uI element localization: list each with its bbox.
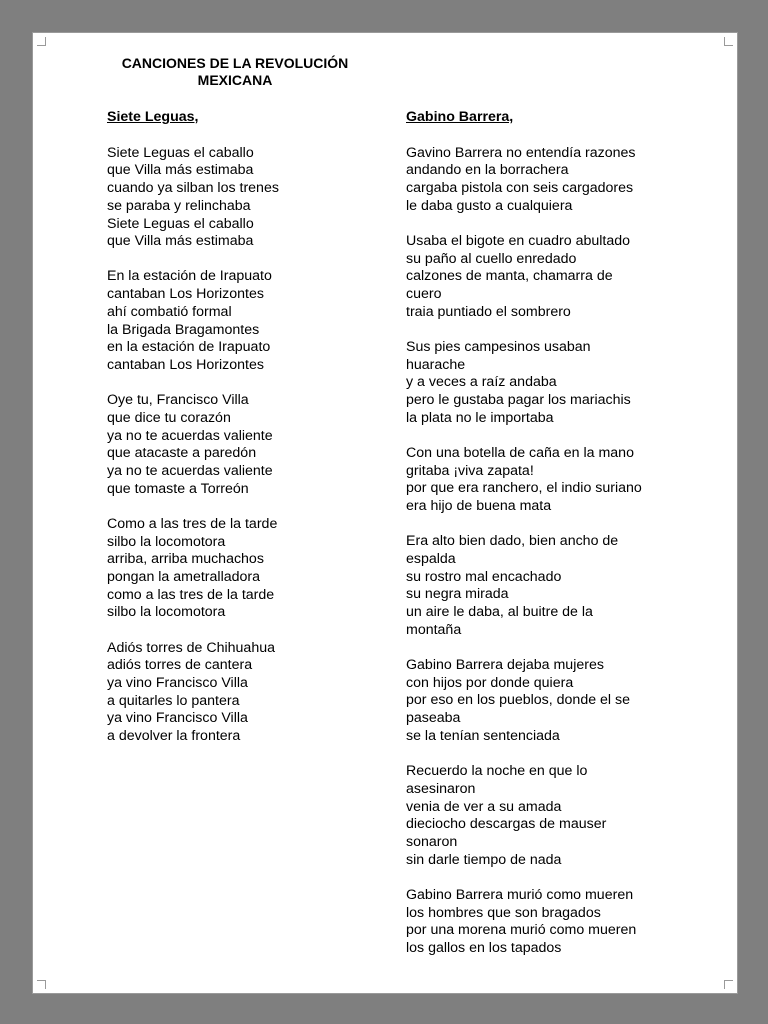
lyric-line: ahí combatió formal xyxy=(107,303,232,320)
lyric-line: un aire le daba, al buitre de la xyxy=(406,604,593,621)
document-title-line: CANCIONES DE LA REVOLUCIÓN xyxy=(121,55,349,71)
lyric-line: con hijos por donde quiera xyxy=(406,674,574,691)
lyric-line: Con una botella de caña en la mano xyxy=(406,445,634,462)
lyric-line: gritaba ¡viva zapata! xyxy=(406,462,534,479)
lyric-line: silbo la locomotora xyxy=(107,604,226,621)
lyric-line: asesinaron xyxy=(406,780,476,797)
stanza xyxy=(107,516,387,622)
lyric-line: a quitarles lo pantera xyxy=(107,692,240,709)
lyric-line: la Brigada Bragamontes xyxy=(107,321,260,338)
lyric-line: cargaba pistola con seis cargadores xyxy=(406,180,634,197)
lyric-line: Era alto bien dado, bien ancho de xyxy=(406,533,619,550)
lyric-line: huarache xyxy=(406,356,466,373)
lyric-line: adiós torres de cantera xyxy=(107,657,253,674)
lyric-line: por eso en los pueblos, donde el se xyxy=(406,692,631,709)
lyric-line: Siete Leguas el caballo xyxy=(107,144,254,161)
page-corner-mark xyxy=(37,980,46,989)
lyric-line: En la estación de Irapuato xyxy=(107,268,272,285)
lyric-line: calzones de manta, chamarra de xyxy=(406,268,613,285)
stanza xyxy=(406,657,681,746)
lyric-line: cantaban Los Horizontes xyxy=(107,286,264,303)
stanza xyxy=(406,533,681,639)
lyric-line: su paño al cuello enredado xyxy=(406,250,577,267)
lyric-line: le daba gusto a cualquiera xyxy=(406,197,573,214)
lyric-line: su rostro mal encachado xyxy=(406,568,562,585)
document-title xyxy=(107,55,363,89)
stanza xyxy=(107,392,387,498)
lyric-line: los gallos en los tapados xyxy=(406,939,562,956)
lyric-line: cuero xyxy=(406,286,442,303)
stanza xyxy=(406,887,681,958)
page-corner-mark xyxy=(724,980,733,989)
lyric-line: la plata no le importaba xyxy=(406,409,554,426)
lyric-line: que Villa más estimaba xyxy=(107,233,254,250)
lyric-line: andando en la borrachera xyxy=(406,162,569,179)
lyric-line: ya no te acuerdas valiente xyxy=(107,462,273,479)
lyric-line: montaña xyxy=(406,621,462,638)
lyric-line: se la tenían sentenciada xyxy=(406,727,560,744)
lyric-line: como a las tres de la tarde xyxy=(107,586,275,603)
lyric-line: sonaron xyxy=(406,833,458,850)
lyric-line: que dice tu corazón xyxy=(107,409,231,426)
page-corner-mark xyxy=(37,37,46,46)
lyric-line: se paraba y relinchaba xyxy=(107,197,251,214)
lyric-line: ya vino Francisco Villa xyxy=(107,674,248,691)
lyric-line: arriba, arriba muchachos xyxy=(107,551,264,568)
lyric-line: silbo la locomotora xyxy=(107,533,226,550)
lyric-line: su negra mirada xyxy=(406,586,509,603)
document-title-line: MEXICANA xyxy=(197,72,273,88)
stanza xyxy=(107,268,387,374)
lyric-line: pero le gustaba pagar los mariachis xyxy=(406,392,631,409)
lyric-line: Sus pies campesinos usaban xyxy=(406,339,591,356)
lyric-line: dieciocho descargas de mauser xyxy=(406,816,607,833)
stanza xyxy=(406,145,681,216)
lyric-line: espalda xyxy=(406,551,456,568)
lyric-line: Recuerdo la noche en que lo xyxy=(406,763,588,780)
lyric-line: por que era ranchero, el indio suriano xyxy=(406,480,642,497)
lyric-line: que Villa más estimaba xyxy=(107,162,254,179)
stanza xyxy=(107,640,387,746)
lyric-line: que atacaste a paredón xyxy=(107,445,257,462)
stanza xyxy=(406,763,681,869)
lyric-line: Gabino Barrera dejaba mujeres xyxy=(406,657,604,674)
lyric-line: pongan la ametralladora xyxy=(107,568,261,585)
lyric-line: los hombres que son bragados xyxy=(406,904,601,921)
lyric-line: y a veces a raíz andaba xyxy=(406,374,557,391)
lyric-line: a devolver la frontera xyxy=(107,728,241,745)
lyric-line: que tomaste a Torreón xyxy=(107,480,249,497)
lyric-line: por una morena murió como mueren xyxy=(406,922,637,939)
stanza xyxy=(406,233,681,322)
lyric-line: era hijo de buena mata xyxy=(406,498,552,515)
lyric-line: Adiós torres de Chihuahua xyxy=(107,639,275,656)
lyric-line: Siete Leguas el caballo xyxy=(107,215,254,232)
lyric-line: traia puntiado el sombrero xyxy=(406,303,571,320)
stanza xyxy=(406,445,681,516)
stanza xyxy=(107,145,387,251)
lyric-line: Usaba el bigote en cuadro abultado xyxy=(406,233,631,250)
page-corner-mark xyxy=(724,37,733,46)
song-column-left xyxy=(107,109,387,763)
lyric-line: Gavino Barrera no entendía razones xyxy=(406,144,636,161)
lyric-line: Oye tu, Francisco Villa xyxy=(107,392,249,409)
lyric-line: cantaban Los Horizontes xyxy=(107,356,264,373)
lyric-line: Como a las tres de la tarde xyxy=(107,515,278,532)
lyric-line: paseaba xyxy=(406,710,461,727)
lyric-line: ya vino Francisco Villa xyxy=(107,710,248,727)
lyric-line: venia de ver a su amada xyxy=(406,798,562,815)
lyric-line: Gabino Barrera murió como mueren xyxy=(406,886,634,903)
song-title: Gabino Barrera, xyxy=(406,109,514,125)
lyric-line: ya no te acuerdas valiente xyxy=(107,427,273,444)
song-column-right xyxy=(406,109,681,975)
lyric-line: sin darle tiempo de nada xyxy=(406,851,562,868)
lyric-line: en la estación de Irapuato xyxy=(107,339,271,356)
stanza xyxy=(406,339,681,428)
song-title: Siete Leguas, xyxy=(107,109,199,125)
lyric-line: cuando ya silban los trenes xyxy=(107,180,279,197)
